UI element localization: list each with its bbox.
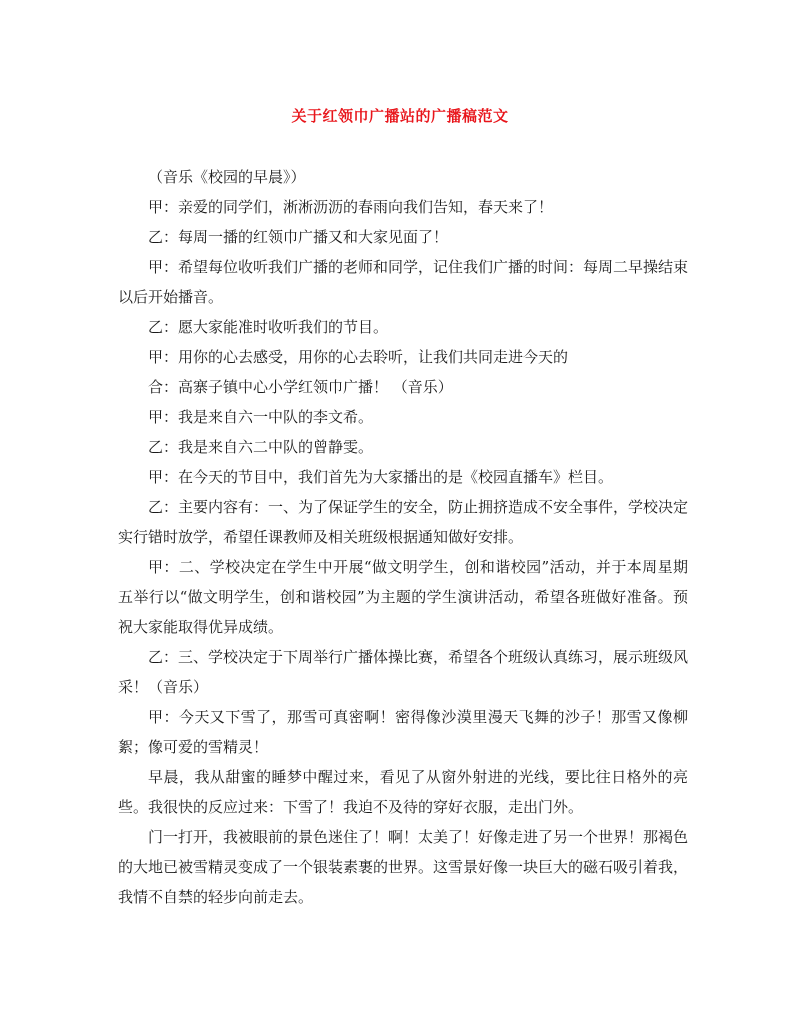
paragraph: 甲：今天又下雪了，那雪可真密啊！密得像沙漠里漫天飞舞的沙子！那雪又像柳絮；像可爱的雪精灵！ (118, 708, 688, 756)
paragraph: 甲：在今天的节目中，我们首先为大家播出的是《校园直播车》栏目。 (148, 468, 614, 486)
paragraph: 乙：主要内容有：一、为了保证学生的安全，防止拥挤造成不安全事件，学校决定实行错时放学，希望任课教师及相关班级根据通知做好安排。 (118, 498, 689, 546)
paragraph: 乙：我是来自六二中队的曾静雯。 (148, 438, 374, 456)
document-title: 关于红领巾广播站的广播稿范文 (291, 107, 509, 125)
paragraph: 乙：三、学校决定于下周举行广播体操比赛，希望各个班级认真练习，展示班级风采！（音乐） (118, 648, 689, 696)
paragraph: 甲：用你的心去感受，用你的心去聆听，让我们共同走进今天的 (148, 348, 569, 366)
paragraph: （音乐《校园的早晨》） (148, 168, 306, 186)
paragraph: 甲：二、学校决定在学生中开展“做文明学生，创和谐校园”活动，并于本周星期五举行以“做文明学生，创和谐校园”为主题的学生演讲活动，希望各班做好准备。预祝大家能取得优异成绩。 (118, 558, 688, 636)
paragraph: 合：高寨子镇中心小学红领巾广播！ （音乐） (148, 378, 453, 396)
paragraph: 门一打开，我被眼前的景色迷住了！啊！太美了！好像走进了另一个世界！那褐色的大地已被雪精灵变成了一个银装素裹的世界。这雪景好像一块巨大的磁石吸引着我，我情不自禁的轻步向前走去。 (118, 828, 689, 906)
paragraph: 乙：每周一播的红领巾广播又和大家见面了！ (148, 228, 449, 246)
paragraph: 甲：亲爱的同学们，淅淅沥沥的春雨向我们告知，春天来了！ (148, 198, 554, 216)
paragraph: 甲：我是来自六一中队的李文希。 (148, 408, 374, 426)
paragraph: 乙：愿大家能准时收听我们的节目。 (148, 318, 389, 336)
paragraph: 甲：希望每位收听我们广播的老师和同学，记住我们广播的时间：每周二早操结束以后开始播音。 (118, 258, 689, 306)
paragraph: 早晨，我从甜蜜的睡梦中醒过来，看见了从窗外射进的光线，要比往日格外的亮些。我很快的反应过来：下雪了！我迫不及待的穿好衣服，走出门外。 (118, 768, 688, 816)
document-body (118, 162, 688, 912)
